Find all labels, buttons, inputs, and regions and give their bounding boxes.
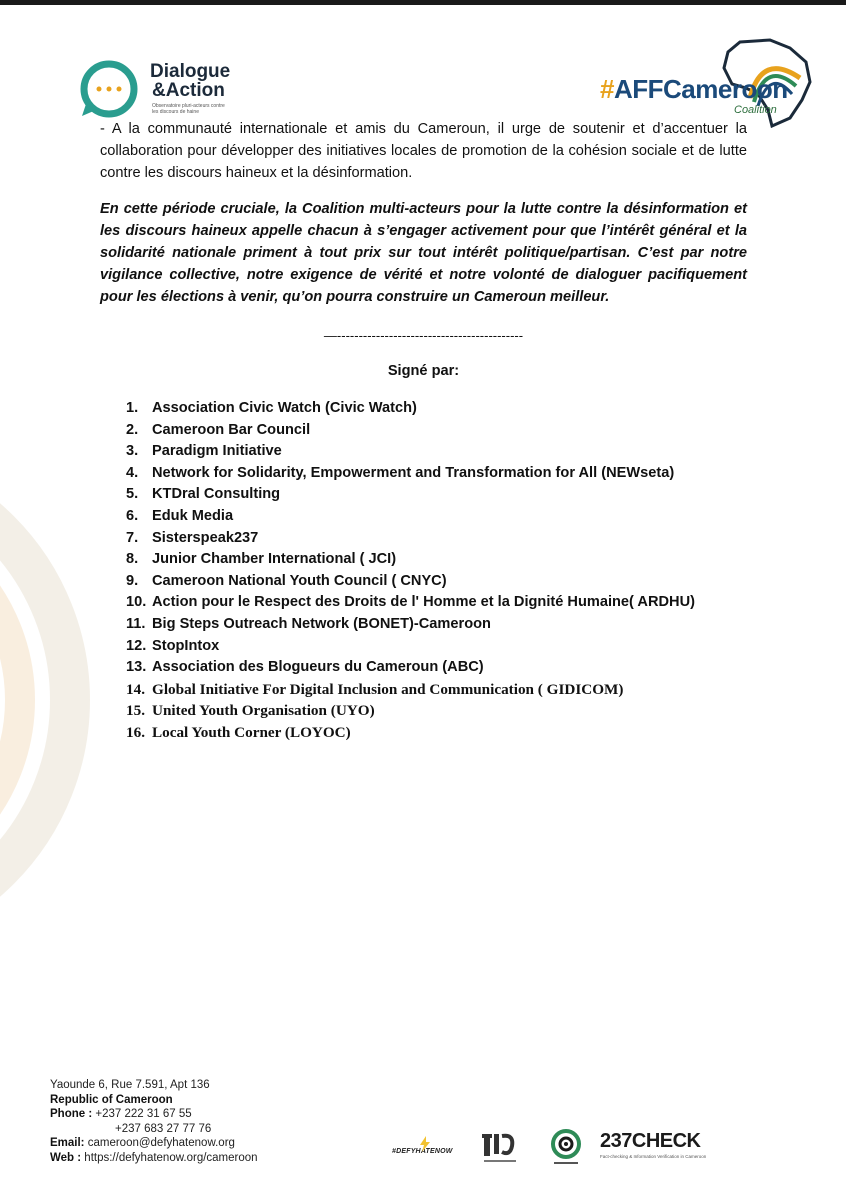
logo-right-coalition: Coalition bbox=[734, 104, 777, 116]
defyhatenow-logo bbox=[392, 1140, 458, 1156]
lightning-icon bbox=[418, 1136, 432, 1152]
list-item: 2. Cameroon Bar Council bbox=[126, 421, 311, 438]
list-item: 16. Local Youth Corner (LOYOC) bbox=[126, 723, 351, 741]
document-body bbox=[100, 118, 747, 379]
top-border bbox=[0, 0, 846, 5]
footer-email-link[interactable]: cameroon@defyhatenow.org bbox=[87, 1137, 235, 1149]
logo-right-name: AFFCameroon bbox=[613, 74, 788, 104]
237check-tagline: Fact-checking & Information Verification in Cameroon bbox=[600, 1154, 707, 1159]
list-item: 14. Global Initiative For Digital Inclusion and Communication ( GIDICOM) bbox=[126, 680, 624, 698]
logo-left-line1: Dialogue bbox=[150, 61, 231, 82]
paragraph-international: - A la communauté internationale et amis du Cameroun, il urge de soutenir et d’accentuer la collaboration pour développer des initiatives locales de promotion de la cohésion sociale et de lutte contre les discours haineux et la désinformation. bbox=[100, 121, 747, 181]
signatories-list bbox=[126, 398, 695, 744]
signed-by-heading: Signé par: bbox=[387, 363, 460, 379]
civic-watch-logo-icon bbox=[548, 1128, 584, 1168]
list-item: 8. Junior Chamber International ( JCI) bbox=[126, 551, 397, 568]
footer-address: Yaounde 6, Rue 7.591, Apt 136 bbox=[50, 1079, 210, 1091]
paragraph-call-to-action: En cette période cruciale, la Coalition multi-acteurs pour la lutte contre la désinformation et les discours haineux appelle chacun à s’engager activement pour que l’intérêt général et la solidarité nationale priment à tout prix sur tout intérêt politique/partisan. C’est par notre vigilance collective, notre exigence de vérité et notre volonté de dialoguer pacifiquement pour les élections à venir, qu’on pourra construire un Cameroun meilleur. bbox=[100, 201, 747, 305]
list-item: 1. Association Civic Watch (Civic Watch) bbox=[126, 400, 417, 416]
footer-phone-2: +237 683 27 77 76 bbox=[115, 1122, 212, 1135]
list-item: 9. Cameroon National Youth Council ( CNYC) bbox=[126, 572, 447, 589]
list-item: 5. KTDral Consulting bbox=[126, 486, 281, 503]
list-item: 13. Association des Blogueurs du Cameroun (ABC) bbox=[126, 659, 484, 676]
list-item: 3. Paradigm Initiative bbox=[126, 443, 282, 460]
logo-right-hash: # bbox=[600, 74, 614, 104]
list-item: 12. StopIntox bbox=[126, 637, 220, 654]
logo-right-title bbox=[600, 74, 788, 105]
list-item: 10. Action pour le Respect des Droits de l' Homme et la Dignité Humaine( ARDHU) bbox=[126, 594, 695, 611]
footer-web-label: Web : bbox=[50, 1151, 82, 1164]
237check-name: 237CHECK bbox=[600, 1130, 701, 1152]
footer-phone-1: +237 222 31 67 55 bbox=[95, 1108, 192, 1120]
tjg-logo-icon bbox=[480, 1130, 520, 1166]
divider-line: —------------------------------------------- bbox=[323, 328, 524, 343]
partner-logos bbox=[392, 1124, 722, 1174]
footer-web-link[interactable]: https://defyhatenow.org/cameroon bbox=[84, 1151, 258, 1164]
logo-left-line2: &Action bbox=[152, 80, 225, 101]
list-item: 15. United Youth Organisation (UYO) bbox=[126, 702, 375, 720]
list-item: 7. Sisterspeak237 bbox=[126, 529, 259, 546]
chat-bubble-icon bbox=[78, 60, 140, 118]
list-item: 11. Big Steps Outreach Network (BONET)-Cameroon bbox=[126, 615, 491, 632]
watermark-graphic bbox=[0, 360, 90, 1040]
footer-country: Republic of Cameroon bbox=[50, 1093, 173, 1106]
237check-logo bbox=[600, 1130, 710, 1166]
footer-contact bbox=[50, 1078, 350, 1165]
footer-phone-label: Phone : bbox=[50, 1108, 93, 1120]
affcameroon-logo bbox=[592, 38, 822, 128]
logo-left-tagline: Observatoire pluri-acteurs contre les discours de haine bbox=[152, 103, 225, 115]
list-item: 4. Network for Solidarity, Empowerment and Transformation for All (NEWseta) bbox=[126, 464, 675, 481]
dialogue-action-logo bbox=[78, 58, 278, 120]
defyhatenow-text: #DEFYHATENOW bbox=[392, 1148, 453, 1155]
list-item: 6. Eduk Media bbox=[126, 507, 234, 524]
footer-email-label: Email: bbox=[50, 1137, 85, 1149]
